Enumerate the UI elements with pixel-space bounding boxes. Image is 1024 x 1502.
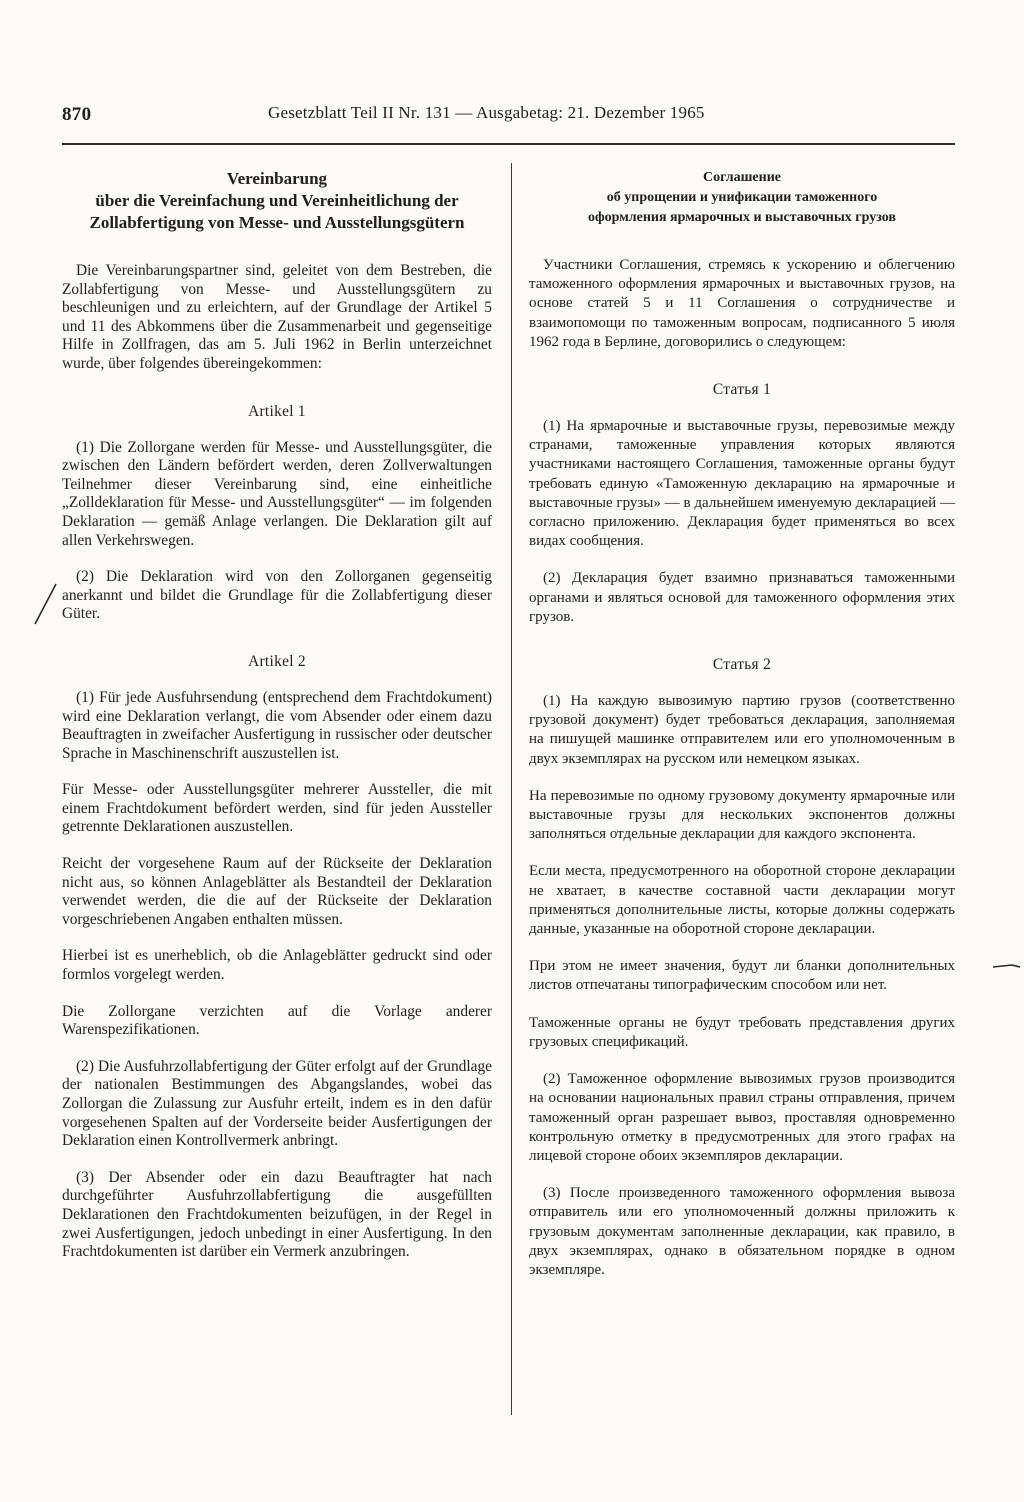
margin-dash-mark: [992, 962, 1022, 970]
german-title-line-3: Zollabfertigung von Messe- und Ausstellungsgütern: [89, 213, 465, 232]
german-article-2-para-4: Hierbei ist es unerheblich, ob die Anlageblätter gedruckt sind oder formlos vorgelegt werden.: [62, 947, 492, 984]
russian-article-2-para-4: При этом не имеет значения, будут ли бланки дополнительных листов отпечатаны типографическим способом или нет.: [529, 958, 955, 994]
german-article-2-para-7: (3) Der Absender oder ein dazu Beauftragter hat nach durchgeführter Ausfuhrzollabfertigung die ausgefüllten Deklarationen den Frachtdokumenten beizufügen, in der Regel in zwei Ausfertigungen, jedoch unbedingt in einer Ausfertigung. In den Frachtdokumenten ist darüber ein Vermerk anzubringen.: [62, 1168, 492, 1261]
german-title-line-2: über die Vereinfachung und Vereinheitlichung der: [95, 191, 459, 210]
margin-pen-mark: [32, 582, 58, 626]
russian-article-2-para-5: Таможенные органы не будут требовать представления других грузовых спецификаций.: [529, 1014, 955, 1050]
running-header: Gesetzblatt Teil II Nr. 131 — Ausgabetag: 21. Dezember 1965: [268, 103, 705, 122]
russian-title-line-2: об упрощении и унификации таможенного: [606, 190, 878, 205]
german-column: [62, 168, 492, 1262]
column-divider: [511, 163, 512, 1415]
german-article-2-heading: Artikel 2: [248, 652, 306, 670]
russian-column: [529, 168, 955, 1280]
russian-article-1-para-1: (1) На ярмарочные и выставочные грузы, перевозимые между странами, таможенные управления которых являются участниками настоящего Соглашения, таможенные органы будут требовать единую «Таможенную декларацию на ярмарочные и выставочные грузы» — в дальнейшем именуемую декларацией — согласно приложению. Декларация будет применяться во всех видах сообщения.: [529, 418, 955, 550]
page-number: 870: [62, 104, 92, 125]
german-article-2-para-2: Für Messe- oder Ausstellungsgüter mehrerer Aussteller, die mit einem Frachtdokument befördert werden, sind für jeden Aussteller getrennte Deklarationen auszustellen.: [62, 781, 492, 836]
german-article-2-para-3: Reicht der vorgesehene Raum auf der Rückseite der Deklaration nicht aus, so können Anlageblätter als Bestandteil der Deklaration verwendet werden, die die auf der Rückseite der Deklaration vorgeschriebenen Angaben enthalten müssen.: [62, 855, 492, 928]
german-article-1-para-1: (1) Die Zollorgane werden für Messe- und Ausstellungsgüter, die zwischen den Ländern befördert werden, deren Zollverwaltungen Teilnehmer dieser Vereinbarung sind, eine einheitliche „Zolldeklaration für Messe- und Ausstellungsgüter“ — im folgenden Deklaration — gemäß Anlage verlangen. Die Deklaration gilt auf allen Verkehrswegen.: [62, 438, 492, 549]
russian-article-2-para-7: (3) После произведенного таможенного оформления вывоза отправитель или его уполномоченный должны приложить к грузовым документам заполненные декларации, как правило, в двух экземплярах, однако в обязательном порядке в одном экземпляре.: [529, 1185, 955, 1278]
german-article-2-para-6: (2) Die Ausfuhrzollabfertigung der Güter erfolgt auf der Grundlage der nationalen Bestimmungen des Abgangslandes, wobei das Zollorgan die Zulassung zur Ausfuhr erteilt, indem es in den dafür vorgesehenen Spalten auf der Vorderseite beider Ausfertigungen der Deklaration einen Kontrollvermerk anbringt.: [62, 1057, 492, 1150]
german-article-2-para-5: Die Zollorgane verzichten auf die Vorlage anderer Warenspezifikationen.: [62, 1002, 492, 1039]
german-article-1-para-2: (2) Die Deklaration wird von den Zollorganen gegenseitig anerkannt und bildet die Grundlage für die Zollabfertigung dieser Güter.: [62, 568, 492, 623]
russian-title-line-1: Соглашение: [703, 170, 781, 185]
russian-article-2-heading: Статья 2: [712, 656, 772, 674]
russian-preamble: Участники Соглашения, стремясь к ускорению и облегчению таможенного оформления ярмарочных и выставочных грузов, на основе статей 5 и 11 Соглашения о сотрудничестве и взаимопомощи по таможенным вопросам, подписанного 5 июля 1962 года в Берлине, договорились о следующем:: [529, 257, 955, 350]
german-article-1-heading: Artikel 1: [248, 402, 306, 420]
german-title-line-1: Vereinbarung: [226, 169, 328, 188]
russian-article-2-para-6: (2) Таможенное оформление вывозимых грузов производится на основании национальных правил страны отправления, причем таможенный орган разрешает вывоз, проставляя одновременно контрольную отметку в предусмотренных для этого графах на лицевой стороне обоих экземпляров декларации.: [529, 1071, 955, 1164]
russian-title-line-3: оформления ярмарочных и выставочных грузов: [587, 210, 896, 225]
header-rule: [62, 143, 955, 145]
german-preamble: Die Vereinbarungspartner sind, geleitet von dem Bestreben, die Zollabfertigung von Messe- und Ausstellungsgütern zu beschleunigen und zu erleichtern, auf der Grundlage der Artikel 5 und 11 des Abkommens über die Zusammenarbeit und gegenseitige Hilfe in Zollfragen, das am 5. Juli 1962 in Berlin unterzeichnet wurde, über folgendes übereingekommen:: [62, 262, 492, 372]
russian-article-2-para-1: (1) На каждую вывозимую партию грузов (соответственно грузовой документ) будет требоваться декларация, заполняемая на пишущей машинке отправителем или его уполномоченным в двух экземплярах на русском или немецком языках.: [529, 693, 955, 767]
russian-article-1-heading: Статья 1: [712, 381, 772, 399]
russian-article-2-para-3: Если места, предусмотренного на оборотной стороне декларации не хватает, в качестве составной части декларации могут применяться дополнительные листы, которые должны содержать данные, указанные на оборотной стороне декларации.: [529, 863, 955, 938]
russian-article-2-para-2: На перевозимые по одному грузовому документу ярмарочные или выставочные грузы для нескольких экспонентов должны заполняться отдельные декларации для каждого экспонента.: [529, 787, 955, 843]
russian-article-1-para-2: (2) Декларация будет взаимно признаваться таможенными органами и являться основой для таможенного оформления этих грузов.: [529, 570, 955, 625]
german-article-2-para-1: (1) Für jede Ausfuhrsendung (entsprechend dem Frachtdokument) wird eine Deklaration verlangt, die vom Absender oder einem dazu Beauftragten in zweifacher Ausfertigung in russischer oder deutscher Sprache in Maschinenschrift auszustellen ist.: [62, 688, 492, 762]
